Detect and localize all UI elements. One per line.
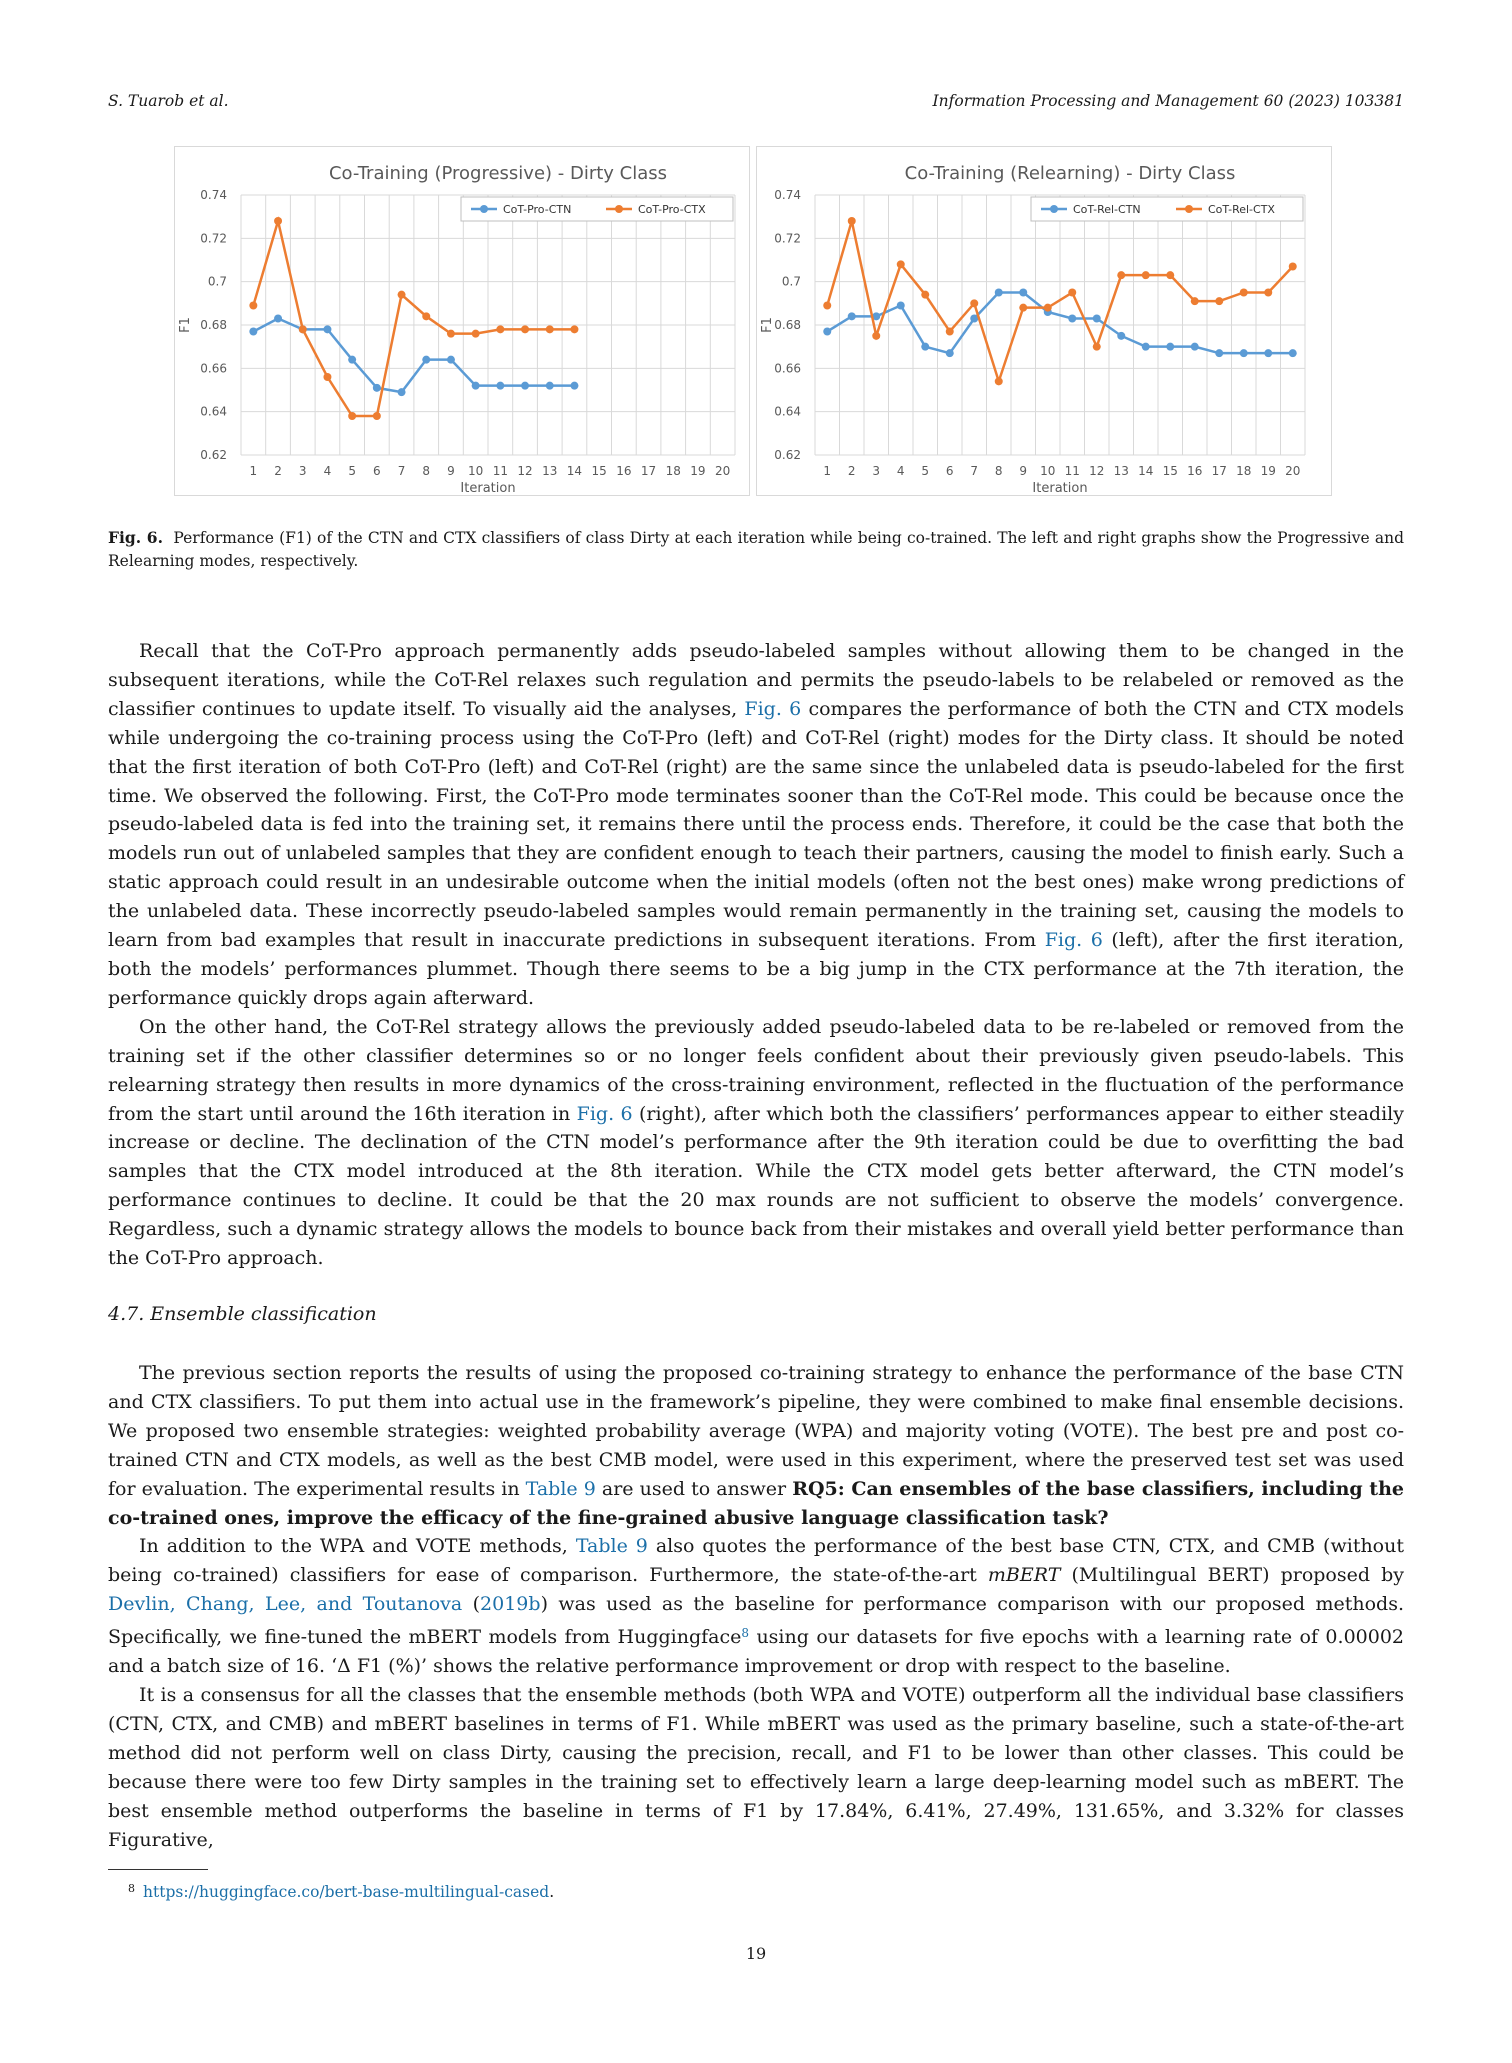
data-point bbox=[472, 382, 480, 390]
y-tick-label: 0.68 bbox=[774, 318, 801, 332]
legend-swatch-marker bbox=[615, 205, 623, 213]
x-tick-label: 10 bbox=[1040, 464, 1056, 478]
data-point bbox=[422, 312, 430, 320]
data-point bbox=[570, 382, 578, 390]
footnote-number: 8 bbox=[128, 1882, 135, 1895]
x-tick-label: 12 bbox=[1089, 464, 1105, 478]
x-tick-label: 15 bbox=[1162, 464, 1178, 478]
data-point bbox=[447, 356, 455, 364]
x-tick-label: 15 bbox=[591, 464, 607, 478]
y-tick-label: 0.72 bbox=[200, 231, 227, 246]
x-tick-label: 14 bbox=[566, 464, 583, 478]
y-tick-label: 0.62 bbox=[200, 448, 227, 462]
legend-entry: CoT-Pro-CTX bbox=[638, 203, 706, 216]
data-point bbox=[1215, 297, 1223, 305]
legend-swatch-marker bbox=[1050, 205, 1058, 213]
text-run: are used to answer bbox=[595, 1477, 793, 1500]
data-point bbox=[921, 291, 929, 299]
data-point bbox=[570, 325, 578, 333]
text-run: RQ5: Can ensembles of the base classifiers, including the co-trained ones, improve the efficacy of the fine-grained abusive language classification task? bbox=[108, 1477, 1404, 1529]
x-tick-label: 18 bbox=[665, 464, 681, 478]
data-point bbox=[946, 328, 954, 336]
x-tick-label: 19 bbox=[690, 464, 706, 478]
x-tick-label: 11 bbox=[1064, 464, 1080, 478]
x-tick-label: 12 bbox=[517, 464, 533, 478]
x-tick-label: 9 bbox=[1019, 464, 1028, 478]
x-tick-label: 1 bbox=[249, 464, 258, 478]
inline-link[interactable]: Devlin, Chang, Lee, and Toutanova bbox=[108, 1593, 463, 1616]
data-point bbox=[1142, 343, 1150, 351]
text-run: using our datasets for five epochs with a learning rate of 0.00002 and a batch size of 16. ‘Δ F1 (%)’ shows the relative performance improvement or drop with respect to the baseline. bbox=[108, 1626, 1405, 1678]
text-run: (Multilingual BERT) proposed by bbox=[1060, 1564, 1404, 1587]
data-point bbox=[1093, 315, 1101, 323]
data-point bbox=[897, 260, 905, 268]
data-point bbox=[823, 328, 831, 336]
data-point bbox=[823, 302, 831, 310]
data-point bbox=[1142, 271, 1150, 279]
x-tick-label: 19 bbox=[1260, 464, 1276, 478]
x-tick-label: 20 bbox=[715, 464, 731, 478]
x-tick-label: 8 bbox=[994, 464, 1003, 478]
data-point bbox=[323, 325, 331, 333]
data-point bbox=[398, 388, 406, 396]
body-block-1 bbox=[108, 637, 1404, 1273]
footnote bbox=[128, 1882, 554, 1901]
text-run: It is a consensus for all the classes that the ensemble methods (both WPA and VOTE) outperform all the individual base classifiers (CTN, CTX, and CMB) and mBERT baselines in terms of F1. While mBERT was used as the primary baseline, such a state-of-the-art method did not perform well on class Dirty, causing the precision, recall, and F1 to be lower than other classes. This could be because there were too few Dirty samples in the training set to effectively learn a large deep-learning model such as mBERT. The best ensemble method outperforms the baseline in terms of F1 by 17.84%, 6.41%, 27.49%, 131.65%, and 3.32% for classes Figurative, bbox=[108, 1683, 1404, 1851]
data-point bbox=[1117, 271, 1125, 279]
data-point bbox=[921, 343, 929, 351]
y-tick-label: 0.7 bbox=[207, 274, 227, 289]
data-point bbox=[1166, 343, 1174, 351]
data-point bbox=[521, 382, 529, 390]
paragraph bbox=[108, 1013, 1404, 1273]
data-point bbox=[1289, 263, 1297, 271]
running-header-journal: Information Processing and Management 60 (2023) 103381 bbox=[932, 92, 1404, 110]
x-tick-label: 20 bbox=[1285, 464, 1301, 478]
footnote-link[interactable]: https://huggingface.co/bert-base-multilingual-cased bbox=[143, 1883, 550, 1901]
figure-caption bbox=[108, 526, 1404, 573]
text-run: In addition to the WPA and VOTE methods, bbox=[139, 1535, 576, 1558]
paragraph bbox=[108, 1359, 1404, 1532]
data-point bbox=[1068, 315, 1076, 323]
x-tick-label: 9 bbox=[447, 464, 455, 478]
legend-swatch-marker bbox=[480, 205, 488, 213]
y-tick-label: 0.74 bbox=[774, 188, 801, 202]
text-run: ( bbox=[462, 1593, 481, 1616]
inline-link[interactable]: Fig. 6 bbox=[744, 697, 802, 720]
data-point bbox=[1289, 349, 1297, 357]
data-point bbox=[848, 312, 856, 320]
y-tick-label: 0.64 bbox=[774, 404, 801, 419]
x-tick-label: 2 bbox=[274, 464, 282, 478]
inline-link[interactable]: Fig. 6 bbox=[576, 1102, 633, 1125]
inline-link[interactable]: Table 9 bbox=[575, 1535, 648, 1558]
data-point bbox=[422, 356, 430, 364]
text-run: Recall that the CoT-Pro approach permanently adds pseudo-labeled samples without allowing them to be changed in the subsequent iterations, while the CoT-Rel relaxes such regulation and permits the pseudo-labels to be relabeled or removed as the classifier continues to update itself. To visually aid the analyses, bbox=[108, 640, 1404, 720]
y-tick-label: 0.74 bbox=[200, 188, 227, 202]
x-tick-label: 7 bbox=[397, 464, 406, 478]
page-number: 19 bbox=[745, 1944, 767, 1963]
data-point bbox=[1215, 349, 1223, 357]
data-point bbox=[249, 328, 257, 336]
data-point bbox=[496, 325, 504, 333]
paragraph bbox=[108, 637, 1404, 1013]
x-tick-label: 3 bbox=[298, 464, 307, 478]
x-tick-label: 8 bbox=[422, 464, 431, 478]
chart-progressive-svg bbox=[175, 147, 751, 497]
data-point bbox=[995, 377, 1003, 385]
x-tick-label: 17 bbox=[640, 464, 657, 478]
data-point bbox=[373, 384, 381, 392]
x-tick-label: 5 bbox=[348, 464, 356, 478]
data-point bbox=[1191, 297, 1199, 305]
data-point bbox=[1117, 332, 1125, 340]
x-axis-label: Iteration bbox=[460, 481, 516, 496]
data-point bbox=[447, 330, 455, 338]
text-run: On the other hand, the CoT-Rel strategy allows the previously added pseudo-labeled data to be re-labeled or removed from the training set if the other classifier determines so or no longer feels confident about their previously given pseudo-labels. This relearning strategy then results in more dynamics of the cross-training environment, reflected in the fluctuation of the performance from the start until around the 16th iteration in bbox=[108, 1015, 1404, 1125]
x-tick-label: 2 bbox=[847, 464, 856, 478]
data-point bbox=[970, 299, 978, 307]
legend-entry: CoT-Rel-CTX bbox=[1208, 203, 1275, 216]
legend-swatch-marker bbox=[1185, 205, 1193, 213]
inline-link[interactable]: 8 bbox=[741, 1626, 750, 1641]
data-point bbox=[946, 349, 954, 357]
data-point bbox=[1019, 304, 1027, 312]
inline-link[interactable]: Fig. 6 bbox=[1044, 929, 1103, 952]
paragraph bbox=[108, 1681, 1404, 1854]
data-point bbox=[546, 382, 554, 390]
x-tick-label: 3 bbox=[872, 464, 881, 478]
inline-link[interactable]: Table 9 bbox=[525, 1477, 596, 1500]
data-point bbox=[373, 412, 381, 420]
x-tick-label: 14 bbox=[1138, 464, 1154, 478]
data-point bbox=[848, 217, 856, 225]
x-tick-label: 13 bbox=[542, 464, 558, 478]
legend-entry: CoT-Pro-CTN bbox=[503, 203, 572, 216]
x-tick-label: 16 bbox=[616, 464, 632, 478]
text-run: mBERT bbox=[987, 1564, 1061, 1587]
footnote-suffix: . bbox=[549, 1883, 555, 1901]
x-tick-label: 5 bbox=[921, 464, 930, 478]
data-point bbox=[348, 412, 356, 420]
body-block-2 bbox=[108, 1359, 1404, 1854]
x-tick-label: 4 bbox=[896, 464, 905, 478]
x-tick-label: 7 bbox=[970, 464, 979, 478]
text-run: The previous section reports the results of using the proposed co-training strategy to enhance the performance of the base CTN and CTX classifiers. To put them into actual use in the framework’s pipeline, they were combined to make final ensemble decisions. We proposed two ensemble strategies: weighted probability average (WPA) and majority voting (VOTE). The best pre and post co-trained CTN and CTX models, as well as the best CMB model, were used in this experiment, where the preserved test set was used for evaluation. The experimental results in bbox=[108, 1362, 1404, 1500]
text-run: also quotes the performance of the best base CTN, CTX, and CMB (without being co-trained) classifiers for ease of comparison. Furthermore, the state-of-the-art bbox=[108, 1535, 1404, 1587]
chart-title: Co-Training (Progressive) - Dirty Class bbox=[328, 163, 668, 184]
data-point bbox=[872, 332, 880, 340]
footnote-rule bbox=[108, 1869, 208, 1870]
x-tick-label: 6 bbox=[373, 464, 381, 478]
data-point bbox=[897, 302, 905, 310]
caption-label: Fig. 6. bbox=[108, 528, 163, 547]
x-tick-label: 10 bbox=[468, 464, 484, 478]
y-tick-label: 0.66 bbox=[200, 361, 227, 376]
data-point bbox=[1264, 289, 1272, 297]
data-point bbox=[323, 373, 331, 381]
legend-entry: CoT-Rel-CTN bbox=[1073, 203, 1141, 216]
chart-relearning-svg bbox=[757, 147, 1319, 497]
data-point bbox=[1240, 349, 1248, 357]
inline-link[interactable]: 2019b bbox=[480, 1593, 541, 1616]
chart-progressive bbox=[174, 146, 750, 496]
x-tick-label: 17 bbox=[1211, 464, 1227, 478]
data-point bbox=[1166, 271, 1174, 279]
x-tick-label: 11 bbox=[492, 464, 508, 478]
caption-text: Performance (F1) of the CTN and CTX classifiers of class Dirty at each iteration while being co-trained. The left and right graphs show the Progressive and Relearning modes, respectively. bbox=[108, 529, 1404, 570]
y-tick-label: 0.7 bbox=[781, 274, 801, 289]
y-tick-label: 0.68 bbox=[200, 318, 227, 332]
data-point bbox=[1044, 304, 1052, 312]
data-point bbox=[1068, 289, 1076, 297]
y-axis-label: F1 bbox=[178, 317, 193, 333]
section-heading: 4.7. Ensemble classification bbox=[108, 1303, 377, 1325]
data-point bbox=[249, 302, 257, 310]
data-point bbox=[348, 356, 356, 364]
x-tick-label: 13 bbox=[1113, 464, 1129, 478]
text-run: ) was used as the baseline for performance comparison with our proposed methods. Specifically, we fine-tuned the mBERT models from Huggingface bbox=[108, 1593, 1404, 1649]
data-point bbox=[1264, 349, 1272, 357]
y-tick-label: 0.64 bbox=[200, 404, 227, 419]
data-point bbox=[472, 330, 480, 338]
x-tick-label: 18 bbox=[1236, 464, 1252, 478]
text-run: (left), after the first iteration, both the models’ performances plummet. Though there seems to be a big jump in the CTX performance at the 7th iteration, the performance quickly drops again afterward. bbox=[108, 929, 1404, 1009]
data-point bbox=[521, 325, 529, 333]
paragraph bbox=[108, 1532, 1404, 1681]
data-point bbox=[274, 217, 282, 225]
text-run: compares the performance of both the CTN and CTX models while undergoing the co-training process using the CoT-Pro (left) and CoT-Rel (right) modes for the Dirty class. It should be noted that the first iteration of both CoT-Pro (left) and CoT-Rel (right) are the same since the unlabeled data is pseudo-labeled for the first time. We observed the following. First, the CoT-Pro mode terminates sooner than the CoT-Rel mode. This could be because once the pseudo-labeled data is fed into the training set, it remains there until the process ends. Therefore, it could be the case that both the models run out of unlabeled samples that they are confident enough to teach their partners, causing the model to finish early. Such a static approach could result in an undesirable outcome when the initial models (often not the best ones) make wrong predictions of the unlabeled data. These incorrectly pseudo-labeled samples would remain permanently in the training set, causing the models to learn from bad examples that result in inaccurate predictions in subsequent iterations. From bbox=[108, 697, 1404, 952]
x-tick-label: 6 bbox=[945, 464, 954, 478]
data-point bbox=[995, 289, 1003, 297]
data-point bbox=[1093, 343, 1101, 351]
x-tick-label: 1 bbox=[823, 464, 832, 478]
data-point bbox=[1019, 289, 1027, 297]
chart-relearning bbox=[756, 146, 1332, 496]
data-point bbox=[1191, 343, 1199, 351]
x-tick-label: 4 bbox=[323, 464, 332, 478]
chart-title: Co-Training (Relearning) - Dirty Class bbox=[904, 163, 1236, 184]
y-axis-label: F1 bbox=[760, 317, 775, 333]
figure-6 bbox=[174, 146, 1318, 496]
x-axis-label: Iteration bbox=[1032, 481, 1088, 496]
running-header-authors: S. Tuarob et al. bbox=[108, 92, 229, 110]
x-tick-label: 16 bbox=[1187, 464, 1203, 478]
data-point bbox=[299, 325, 307, 333]
data-point bbox=[1240, 289, 1248, 297]
y-tick-label: 0.62 bbox=[774, 448, 801, 462]
data-point bbox=[496, 382, 504, 390]
text-run: (right), after which both the classifiers’ performances appear to either steadily increase or decline. The declination of the CTN model’s performance after the 9th iteration could be due to overfitting the bad samples that the CTX model introduced at the 8th iteration. While the CTX model gets better afterward, the CTN model’s performance continues to decline. It could be that the 20 max rounds are not sufficient to observe the models’ convergence. Regardless, such a dynamic strategy allows the models to bounce back from their mistakes and overall yield better performance than the CoT-Pro approach. bbox=[108, 1102, 1404, 1270]
data-point bbox=[274, 315, 282, 323]
data-point bbox=[398, 291, 406, 299]
y-tick-label: 0.66 bbox=[774, 361, 801, 376]
y-tick-label: 0.72 bbox=[774, 231, 801, 246]
data-point bbox=[546, 325, 554, 333]
